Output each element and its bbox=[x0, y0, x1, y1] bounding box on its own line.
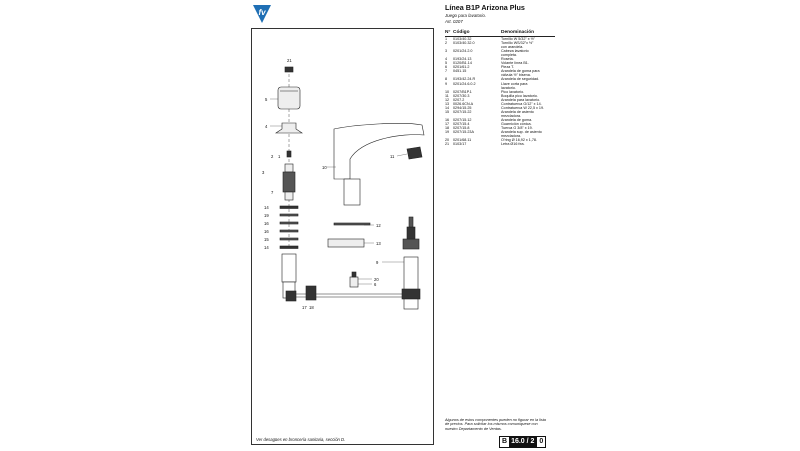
table-cell-desc: Tornillo WS/32"x ½" bbox=[501, 41, 534, 46]
table-cell-desc: Arandela de asiento bbox=[501, 109, 534, 114]
table-cell-code: 0120/B1.14 bbox=[453, 61, 472, 66]
drawing-frame bbox=[251, 28, 434, 445]
table-row bbox=[445, 142, 555, 146]
part-21-letter bbox=[285, 67, 293, 72]
table-cell-n: 5 bbox=[445, 61, 448, 66]
table-cell-desc: con arandela. bbox=[501, 45, 524, 50]
logo-text: fv bbox=[258, 8, 266, 17]
table-cell-code: 0294/15.25 bbox=[453, 105, 472, 110]
article-number: Art. 0207 bbox=[445, 19, 463, 24]
table-cell-desc: Pieza T. bbox=[501, 65, 515, 70]
fv-logo bbox=[251, 4, 273, 24]
label-1: 1 bbox=[278, 154, 281, 159]
table-cell-desc: Guarnición cónica. bbox=[501, 121, 532, 126]
part-6-tee bbox=[350, 277, 358, 287]
part-3-body bbox=[283, 172, 295, 192]
table-cell-n: 16 bbox=[445, 117, 450, 122]
parts-table-body bbox=[445, 37, 555, 147]
label-16: 16 bbox=[264, 221, 269, 226]
col-num: N° bbox=[445, 30, 453, 37]
col-desc: Denominación bbox=[501, 30, 555, 37]
table-cell-desc: Pico lavatorio. bbox=[501, 89, 525, 94]
label-16b: 16 bbox=[264, 229, 269, 234]
label-14-bottom: 14 bbox=[264, 245, 269, 250]
table-cell-desc: Boquilla pico lavatorio. bbox=[501, 93, 538, 98]
table-cell-code: 0451.15 bbox=[453, 69, 467, 74]
page-number: 16.0 / 2 bbox=[511, 438, 535, 445]
label-19: 19 bbox=[264, 213, 269, 218]
table-cell-desc: Tuerca G 3/8" x 19. bbox=[501, 126, 533, 131]
table-cell-desc: Tornillo W 5/32" x ½" bbox=[501, 37, 535, 41]
table-cell-code: 0207/15.4 bbox=[453, 121, 470, 126]
part-3-valve-head bbox=[285, 164, 293, 172]
table-cell-n: 12 bbox=[445, 97, 450, 102]
table-cell-code: 0207/15.12 bbox=[453, 117, 472, 122]
part-13-locknut bbox=[328, 239, 364, 247]
label-21: 21 bbox=[287, 58, 292, 63]
table-cell-desc: Letra Ø16 fea. bbox=[501, 142, 525, 147]
product-subtitle: Juego para lavatorio. bbox=[445, 13, 487, 18]
table-cell-desc: Volante línea B1. bbox=[501, 61, 529, 66]
left-pipe bbox=[282, 254, 296, 282]
label-11: 11 bbox=[390, 154, 395, 159]
table-cell-desc: Arandela de goma. bbox=[501, 117, 533, 122]
table-cell-n: 1 bbox=[445, 37, 448, 41]
table-cell-desc: Arandela sup. de asiento bbox=[501, 130, 542, 135]
table-cell-desc: Roseta. bbox=[501, 57, 514, 62]
table-cell-code: 0207/B1P.1 bbox=[453, 89, 472, 94]
table-cell-desc: Cabeza lavatorio bbox=[501, 49, 529, 54]
table-cell-n: 4 bbox=[445, 57, 448, 62]
label-3: 3 bbox=[262, 170, 265, 175]
part-18-nut bbox=[306, 286, 316, 300]
page-section-letter: B bbox=[502, 438, 508, 445]
table-cell-code: 0201/68.11 bbox=[453, 138, 472, 143]
table-cell-desc: Llave corta para bbox=[501, 81, 528, 86]
table-cell-n: 21 bbox=[445, 142, 450, 147]
table-cell-desc: Arandela de seguridad. bbox=[501, 77, 540, 82]
table-cell-desc: Arandela para lavatorio. bbox=[501, 97, 541, 102]
table-cell-code: 0207/15.22 bbox=[453, 109, 472, 114]
table-cell-desc: Contratuerca G/12" x 14. bbox=[501, 101, 542, 106]
table-cell-code: 0207/15.8 bbox=[453, 126, 470, 131]
table-cell-code: 0207.2 bbox=[453, 97, 465, 102]
label-18: 18 bbox=[309, 305, 314, 310]
table-cell-code: 0103/17 bbox=[453, 142, 467, 147]
label-12: 12 bbox=[376, 223, 381, 228]
label-15: 15 bbox=[264, 237, 269, 242]
table-cell-n: 6 bbox=[445, 65, 448, 70]
table-cell-code: 0207/15.23A bbox=[453, 130, 474, 135]
table-cell-code: 0103/40.32 bbox=[453, 37, 472, 41]
part-12-washer bbox=[334, 223, 370, 225]
table-cell-desc: lavatorio. bbox=[501, 85, 516, 90]
label-13: 13 bbox=[376, 241, 381, 246]
label-14-top: 14 bbox=[264, 205, 269, 210]
table-cell-n: 13 bbox=[445, 101, 450, 106]
label-4: 4 bbox=[265, 124, 268, 129]
table-cell-code: 0193/24.13 bbox=[453, 57, 472, 62]
table-cell-n: 15 bbox=[445, 109, 450, 114]
table-cell-n: 14 bbox=[445, 105, 450, 110]
part-14-washer-top bbox=[280, 206, 298, 209]
table-cell-n: 2 bbox=[445, 41, 448, 46]
table-cell-n: 17 bbox=[445, 121, 450, 126]
part-15-washer bbox=[280, 238, 298, 240]
col-code: Código bbox=[453, 30, 501, 37]
label-17: 17 bbox=[302, 305, 307, 310]
label-10: 10 bbox=[322, 165, 327, 170]
table-cell-code: 0201/24.6.0.2 bbox=[453, 81, 476, 86]
table-cell-desc: completa. bbox=[501, 53, 517, 58]
label-2: 2 bbox=[271, 154, 274, 159]
label-7: 7 bbox=[271, 190, 274, 195]
label-5: 5 bbox=[265, 97, 268, 102]
label-9: 9 bbox=[376, 260, 379, 265]
parts-table bbox=[445, 30, 555, 146]
table-cell-code: 0207/30.3 bbox=[453, 93, 470, 98]
table-cell-desc: Arandela de goma para bbox=[501, 69, 540, 74]
part-17-connector bbox=[286, 291, 296, 301]
table-cell-code: 0103/40.32.0 bbox=[453, 41, 475, 46]
label-20: 20 bbox=[374, 277, 379, 282]
table-cell-code: 0026.6CN.A bbox=[453, 101, 474, 106]
part-4-rosette bbox=[276, 123, 302, 133]
table-cell-n: 20 bbox=[445, 138, 450, 143]
label-6: 6 bbox=[374, 282, 377, 287]
table-cell-n: 9 bbox=[445, 81, 448, 86]
table-cell-desc: O'ring Ø 16,92 x 1,78. bbox=[501, 138, 537, 143]
table-cell-n: 8 bbox=[445, 77, 448, 82]
exploded-view-drawing bbox=[252, 29, 435, 446]
drawing-footnote: Ver desagües en broncería sanitaria, sección D. bbox=[256, 437, 346, 442]
table-cell-desc: mezcladora. bbox=[501, 113, 522, 118]
part-14-washer-bottom bbox=[280, 246, 298, 249]
table-cell-desc: Contratuerca W 22,5 x 19. bbox=[501, 105, 545, 110]
table-cell-n: 3 bbox=[445, 49, 448, 54]
part-16-washer bbox=[280, 222, 298, 224]
part-9-valve bbox=[407, 227, 415, 239]
right-valve-body bbox=[404, 257, 418, 293]
right-margin bbox=[555, 0, 800, 450]
table-cell-code: 0201/24.2.0 bbox=[453, 49, 473, 54]
table-cell-desc: válvula ½" bisena. bbox=[501, 73, 531, 78]
table-cell-n: 7 bbox=[445, 69, 448, 74]
page-sub: 0 bbox=[536, 437, 545, 447]
table-cell-n: 18 bbox=[445, 126, 450, 131]
part-16b-washer bbox=[280, 230, 298, 232]
left-margin bbox=[0, 0, 245, 450]
part-20-oring bbox=[352, 272, 356, 277]
part-11-aerator bbox=[407, 147, 422, 159]
title-block bbox=[445, 3, 555, 24]
product-title: Línea B1P Arizona Plus bbox=[445, 3, 525, 12]
page-reference bbox=[499, 436, 546, 448]
table-cell-n: 10 bbox=[445, 89, 450, 94]
table-cell-code: 0193/42.24.R bbox=[453, 77, 476, 82]
table-cell-n: 11 bbox=[445, 93, 449, 98]
table-cell-n: 19 bbox=[445, 130, 450, 135]
table-cell-desc: mezcladora. bbox=[501, 134, 522, 139]
availability-note: Algunos de estos componentes pueden no figurar en la lista de precios. Para solicitar los mismos comuníquese con nuestro Departamento de Ventas. bbox=[445, 418, 546, 431]
part-19-washer bbox=[280, 214, 298, 216]
table-cell-code: 0201/61.2 bbox=[453, 65, 470, 70]
part-5-handle bbox=[278, 87, 300, 109]
